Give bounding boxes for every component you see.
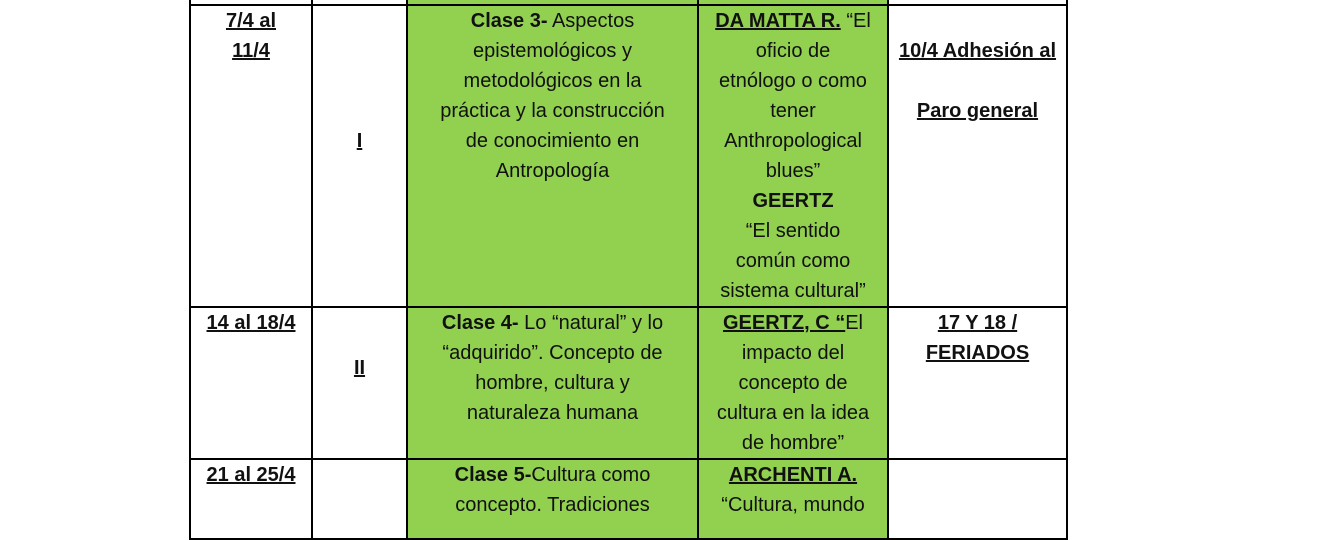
class-text: “adquirido”. Concepto de [442,342,663,364]
reading-cell [698,459,888,539]
class-label: Clase 3- [470,10,548,32]
table-row [190,5,1067,307]
table-row [190,459,1067,539]
class-cell [407,459,698,539]
unit-number: II [353,357,366,379]
reading-text: concepto de [738,372,848,394]
reading-cell [698,5,888,307]
date-text: 14 al 18/4 [206,312,296,334]
reading-author: DA MATTA R. [715,10,841,32]
class-text: concepto. Tradiciones [455,494,650,516]
notes-cell [888,307,1067,459]
table-row [190,307,1067,459]
notes-cell [888,5,1067,307]
reading-text: de hombre” [741,432,845,454]
reading-author: GEERTZ, C “ [722,312,846,334]
reading-cell [698,307,888,459]
reading-text: “Cultura, mundo [721,494,865,516]
reading-text: impacto del [741,342,845,364]
reading-text: “El sentido [745,220,841,242]
unit-cell [312,307,407,459]
reading-text: etnólogo o como [719,70,867,92]
reading-text: sistema cultural” [720,280,866,302]
reading-text: oficio de [755,40,831,62]
class-text: Antropología [495,160,610,182]
class-cell [407,5,698,307]
class-cell [407,307,698,459]
reading-text: Anthropological [724,130,862,152]
reading-text: El [845,312,864,334]
notes-cell [888,459,1067,539]
notes-text: Paro general [916,100,1039,122]
class-text: epistemológicos y [473,40,632,62]
date-cell [190,307,312,459]
date-cell [190,5,312,307]
class-text: naturaleza humana [466,402,639,424]
unit-cell [312,459,407,539]
date-cell [190,459,312,539]
notes-text: 17 Y 18 / [937,312,1018,334]
notes-text: FERIADOS [925,342,1030,364]
reading-text: cultura en la idea [716,402,870,424]
class-text: metodológicos en la [463,70,642,92]
reading-text: tener [770,100,816,122]
date-text: 21 al 25/4 [206,464,296,486]
unit-cell [312,5,407,307]
reading-text: “El [846,10,871,32]
date-text: 11/4 [232,40,270,62]
reading-text: común como [735,250,851,272]
class-text: Cultura como [531,464,651,486]
class-text: de conocimiento en [465,130,640,152]
reading-text: blues” [765,160,821,182]
class-label: Clase 4- [441,312,519,334]
notes-text: 10/4 Adhesión al [898,40,1057,62]
date-text: 7/4 al [225,10,277,32]
class-text: Lo “natural” y lo [524,312,664,334]
class-text: práctica y la construcción [440,100,665,122]
reading-author: ARCHENTI A. [728,464,858,486]
reading-author: GEERTZ [752,190,834,212]
class-text: hombre, cultura y [475,372,630,394]
unit-number: I [356,130,363,152]
class-label: Clase 5- [454,464,532,486]
schedule-table [189,0,1068,540]
class-text: Aspectos [551,10,635,32]
